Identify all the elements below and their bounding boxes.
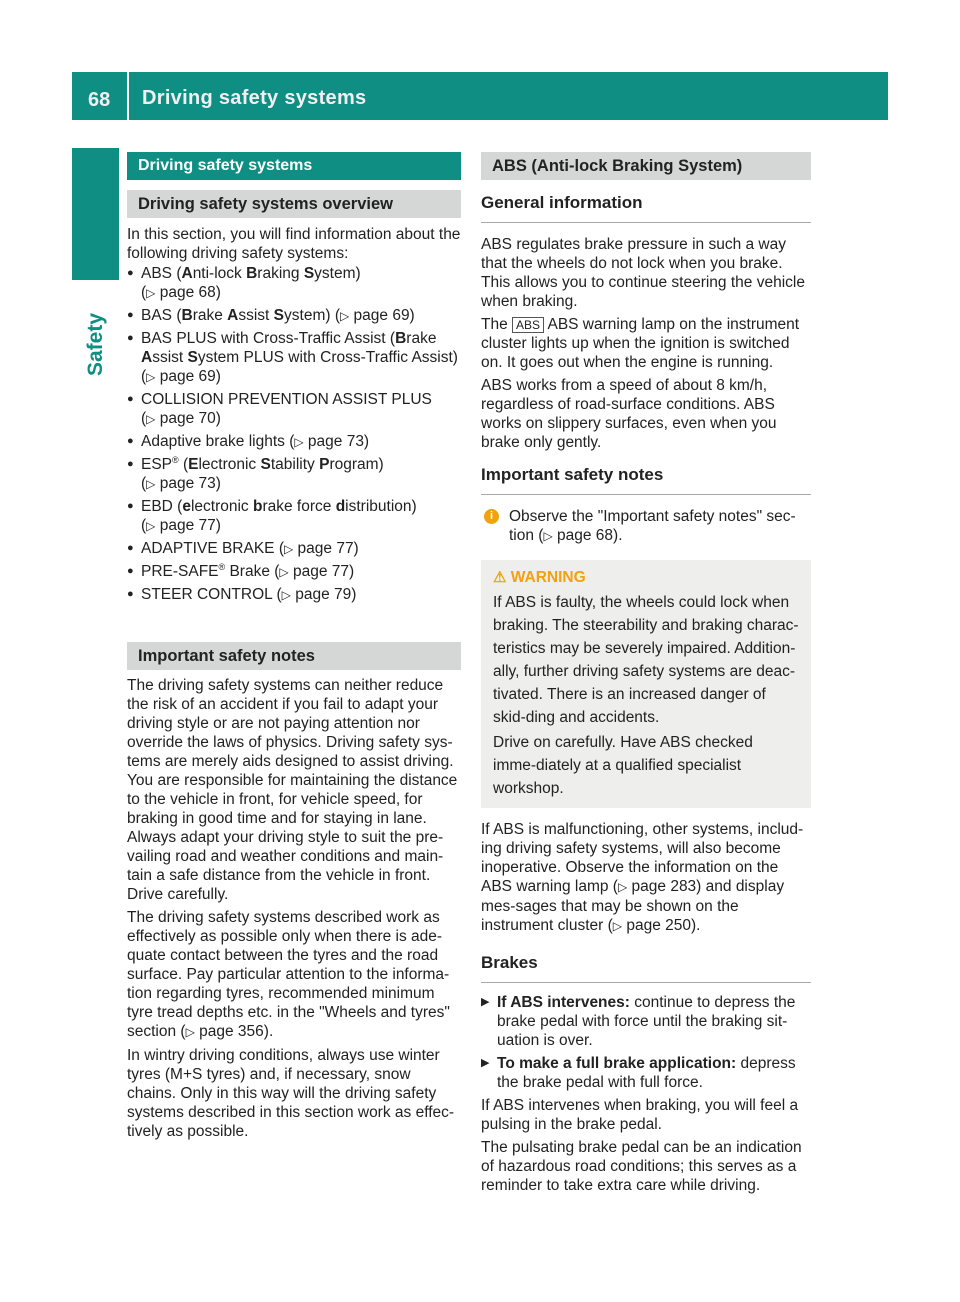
important-notes-heading: Important safety notes — [127, 642, 461, 670]
arrow-icon: ▷ — [339, 309, 350, 323]
important-p2: The driving safety systems described work as effectively as possible only when there is ade-quate contact between the tyres and the road surface. Pay particular attention to the informa-tion regarding tyres, recommended minimum tyre tread depths etc. in the "Wheels and tyres" section (▷ page 356). — [127, 909, 450, 1040]
page-ref-link[interactable]: page 68) — [159, 284, 221, 301]
sidebar-tab — [72, 148, 119, 280]
arrow-icon: ▷ — [146, 370, 156, 384]
info-note: i Observe the "Important safety notes" sec-tion (▷ page 68). — [481, 507, 811, 546]
page-ref-link[interactable]: page 356). — [199, 1023, 274, 1040]
list-item: ● ESP® (Electronic Stability Program) (▷ page 73) — [127, 454, 384, 492]
warning-title: ⚠ WARNING — [493, 569, 586, 586]
page-ref-link[interactable]: page 77) — [292, 563, 355, 580]
warning-box — [481, 560, 811, 808]
page-ref-link[interactable]: page 77) — [159, 517, 221, 534]
arrow-icon: ▷ — [281, 588, 291, 602]
info-icon: i — [484, 509, 499, 524]
step-item: ▶ To make a full brake application: depress the brake pedal with full force. — [481, 1055, 796, 1091]
systems-list — [127, 264, 461, 605]
important-p1: The driving safety systems can neither reduce the risk of an accident if you fail to adapt your driving style or are not paying attention nor override the laws of physics. Driving safety sys-tems are merely aids designed to assist driving. You are responsible for maintaining the distance to the vehicle in front, for vehicle speed, for braking in good time and for staying in lane. Always adapt your driving style to suit the pre-vailing road and weather conditions and main-tain a safe distance from the vehicle in front. Drive carefully. — [127, 677, 458, 903]
arrow-icon: ▷ — [612, 919, 623, 933]
arrow-icon: ▷ — [146, 286, 156, 300]
arrow-icon: ▷ — [543, 529, 553, 543]
malfunction-paragraph: If ABS is malfunctioning, other systems, includ-ing driving safety systems, will also become inoperative. Observe the information on the ABS warning lamp (▷ page 283) and display mes-sages that may be shown on the instrument cluster (▷ page 250). — [481, 821, 804, 934]
warning-p2: Drive on carefully. Have ABS checked imme-diately at a qualified specialist workshop. — [493, 734, 753, 797]
arrow-icon: ▷ — [146, 519, 156, 533]
general-info-heading: General information — [481, 192, 811, 223]
page-number: 68 — [88, 89, 111, 111]
step-arrow-icon: ▶ — [481, 996, 490, 1008]
section-heading-driving-safety: Driving safety systems — [127, 152, 461, 180]
warning-triangle-icon: ⚠ — [493, 569, 507, 586]
step-arrow-icon: ▶ — [481, 1057, 490, 1069]
page-ref-link[interactable]: page 69) — [159, 368, 221, 385]
general-p1: ABS regulates brake pressure in such a way that the wheels do not lock when you brake. This allows you to continue steering the vehicle when braking. — [481, 236, 805, 310]
list-item: ● BAS (Brake Assist System) (▷ page 69) — [127, 307, 415, 324]
left-column — [127, 152, 461, 1141]
page-ref-link[interactable]: page 250). — [626, 917, 701, 934]
general-p3: ABS works from a speed of about 8 km/h, regardless of road-surface conditions. ABS works on slippery surfaces, even when you brake only gently. — [481, 377, 777, 451]
arrow-icon: ▷ — [146, 412, 156, 426]
abs-warning-lamp-icon: ABS — [512, 317, 544, 333]
list-item: ● ABS (Anti-lock Braking System) (▷ page 68) — [127, 265, 361, 301]
brakes-p2: The pulsating brake pedal can be an indication of hazardous road conditions; this serves as a reminder to take extra care while driving. — [481, 1139, 802, 1194]
step-item: ▶ If ABS intervenes: continue to depress the brake pedal with force until the braking sit-uation is over. — [481, 994, 796, 1049]
arrow-icon: ▷ — [279, 565, 289, 579]
warning-p1: If ABS is faulty, the wheels could lock when braking. The steerability and braking charac-teristics may be severely impaired. Addition-ally, further driving safety systems are deac-tivated. There is an increased danger of skid-ding and accidents. — [493, 594, 799, 726]
sidebar-label: Safety — [84, 312, 107, 376]
list-item: ● STEER CONTROL (▷ page 79) — [127, 586, 357, 603]
page-ref-link[interactable]: page 68). — [557, 527, 623, 544]
list-item: ● PRE-SAFE® Brake (▷ page 77) — [127, 561, 355, 580]
right-column — [481, 152, 811, 1195]
arrow-icon: ▷ — [146, 477, 156, 491]
list-item: ● EBD (electronic brake force distribution) (▷ page 77) — [127, 498, 417, 534]
brakes-p1: If ABS intervenes when braking, you will feel a pulsing in the brake pedal. — [481, 1097, 799, 1133]
arrow-icon: ▷ — [283, 542, 294, 556]
page-ref-link[interactable]: page 79) — [295, 586, 357, 603]
header-divider — [127, 72, 129, 120]
important-p3: In wintry driving conditions, always use winter tyres (M+S tyres) and, if necessary, snow chains. Only in this way will the driving safety systems described in this section work as effec-tively as possible. — [127, 1047, 455, 1140]
list-item: ● BAS PLUS with Cross-Traffic Assist (Brake Assist System PLUS with Cross-Traffic Assist) (▷ page 69) — [127, 330, 458, 385]
list-item: ● ADAPTIVE BRAKE (▷ page 77) — [127, 540, 359, 557]
page-ref-link[interactable]: page 77) — [297, 540, 359, 557]
abs-heading: ABS (Anti-lock Braking System) — [481, 152, 811, 180]
brakes-heading: Brakes — [481, 952, 811, 983]
arrow-icon: ▷ — [294, 435, 304, 449]
overview-heading: Driving safety systems overview — [127, 190, 461, 218]
page-ref-link[interactable]: page 70) — [159, 410, 221, 427]
arrow-icon: ▷ — [185, 1025, 195, 1039]
overview-intro: In this section, you will find information about the following driving safety systems: — [127, 226, 461, 262]
list-item: ● COLLISION PREVENTION ASSIST PLUS (▷ page 70) — [127, 391, 432, 427]
page-title: Driving safety systems — [142, 87, 367, 109]
page-ref-link[interactable]: page 283) and display mes-sages that may be shown on the instrument cluster ( — [481, 878, 785, 934]
safety-notes-heading: Important safety notes — [481, 464, 811, 495]
page-ref-link[interactable]: page 73) — [307, 433, 370, 450]
page-ref-link[interactable]: page 73) — [159, 475, 221, 492]
page-ref-link[interactable]: page 69) — [353, 307, 415, 324]
general-p2: The ABS ABS warning lamp on the instrument cluster lights up when the ignition is switched on. It goes out when the engine is running. — [481, 316, 800, 371]
arrow-icon: ▷ — [617, 880, 628, 894]
list-item: ● Adaptive brake lights (▷ page 73) — [127, 433, 370, 450]
